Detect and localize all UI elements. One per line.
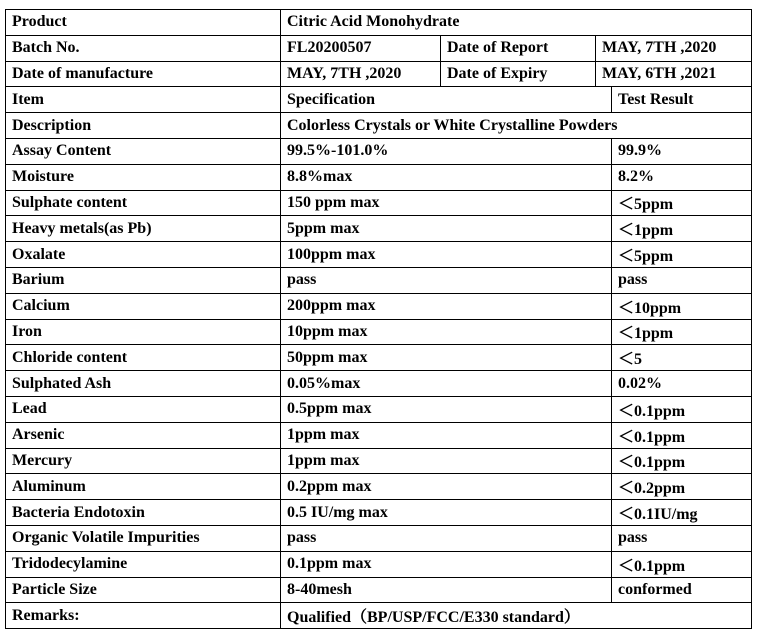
test-result: ＜10ppm xyxy=(612,294,752,320)
test-specification: 1ppm max xyxy=(281,423,612,449)
test-result: ＜5 xyxy=(612,345,752,371)
item-column-header: Item xyxy=(6,87,281,113)
test-result: ＜5ppm xyxy=(612,191,752,217)
test-item: Iron xyxy=(6,320,281,346)
test-specification: 10ppm max xyxy=(281,320,612,346)
test-item: Arsenic xyxy=(6,423,281,449)
table-row xyxy=(6,552,752,578)
test-item: Particle Size xyxy=(6,578,281,604)
test-result: ＜5ppm xyxy=(612,242,752,268)
table-row xyxy=(6,578,752,604)
test-result: ＜0.1ppm xyxy=(612,552,752,578)
test-specification: 8.8%max xyxy=(281,165,612,191)
test-result: ＜1ppm xyxy=(612,216,752,242)
table-row xyxy=(6,449,752,475)
column-header-row xyxy=(6,87,752,113)
remarks-row xyxy=(6,603,752,629)
test-item: Assay Content xyxy=(6,139,281,165)
test-specification: 5ppm max xyxy=(281,216,612,242)
test-result: ＜1ppm xyxy=(612,320,752,346)
test-result: ＜0.2ppm xyxy=(612,474,752,500)
table-row xyxy=(6,320,752,346)
batch-row xyxy=(6,36,752,62)
test-specification: 0.2ppm max xyxy=(281,474,612,500)
test-specification: 0.05%max xyxy=(281,371,612,397)
spec-column-header: Specification xyxy=(281,87,612,113)
batch-label: Batch No. xyxy=(6,36,281,62)
table-row xyxy=(6,165,752,191)
test-result: 99.9% xyxy=(612,139,752,165)
report-date-value: MAY, 7TH ,2020 xyxy=(596,36,752,62)
remarks-value: Qualified（BP/USP/FCC/E330 standard） xyxy=(281,603,752,629)
test-specification: pass xyxy=(281,526,612,552)
result-column-header: Test Result xyxy=(612,87,752,113)
table-row xyxy=(6,474,752,500)
expiry-label: Date of Expiry xyxy=(441,62,596,88)
remarks-label: Remarks: xyxy=(6,603,281,629)
test-item: Sulphated Ash xyxy=(6,371,281,397)
test-specification: 0.1ppm max xyxy=(281,552,612,578)
test-specification: 0.5 IU/mg max xyxy=(281,500,612,526)
test-specification: 99.5%-101.0% xyxy=(281,139,612,165)
product-value: Citric Acid Monohydrate xyxy=(281,10,752,36)
test-specification: 1ppm max xyxy=(281,449,612,475)
test-specification: 100ppm max xyxy=(281,242,612,268)
test-result: pass xyxy=(612,526,752,552)
batch-value: FL20200507 xyxy=(281,36,441,62)
test-item: Mercury xyxy=(6,449,281,475)
table-row xyxy=(6,216,752,242)
report-date-label: Date of Report xyxy=(441,36,596,62)
test-item: Lead xyxy=(6,397,281,423)
table-row xyxy=(6,294,752,320)
test-item: Chloride content xyxy=(6,345,281,371)
expiry-value: MAY, 6TH ,2021 xyxy=(596,62,752,88)
test-result: ＜0.1ppm xyxy=(612,423,752,449)
test-item: Heavy metals(as Pb) xyxy=(6,216,281,242)
test-result: 0.02% xyxy=(612,371,752,397)
test-result: 8.2% xyxy=(612,165,752,191)
test-item: Moisture xyxy=(6,165,281,191)
test-result: pass xyxy=(612,268,752,294)
table-row xyxy=(6,268,752,294)
table-row xyxy=(6,191,752,217)
test-item: Oxalate xyxy=(6,242,281,268)
table-row xyxy=(6,139,752,165)
table-row xyxy=(6,242,752,268)
test-specification: 150 ppm max xyxy=(281,191,612,217)
test-item: Aluminum xyxy=(6,474,281,500)
description-value: Colorless Crystals or White Crystalline Powders xyxy=(281,113,752,139)
description-row xyxy=(6,113,752,139)
table-row xyxy=(6,423,752,449)
test-item: Sulphate content xyxy=(6,191,281,217)
test-specification: 8-40mesh xyxy=(281,578,612,604)
manufacture-label: Date of manufacture xyxy=(6,62,281,88)
product-label: Product xyxy=(6,10,281,36)
table-row xyxy=(6,526,752,552)
test-item: Bacteria Endotoxin xyxy=(6,500,281,526)
table-row xyxy=(6,345,752,371)
test-item: Barium xyxy=(6,268,281,294)
description-label: Description xyxy=(6,113,281,139)
test-result: ＜0.1ppm xyxy=(612,449,752,475)
table-row xyxy=(6,371,752,397)
test-result: conformed xyxy=(612,578,752,604)
test-result: ＜0.1IU/mg xyxy=(612,500,752,526)
test-specification: 200ppm max xyxy=(281,294,612,320)
manufacture-value: MAY, 7TH ,2020 xyxy=(281,62,441,88)
test-specification: 50ppm max xyxy=(281,345,612,371)
certificate-of-analysis-table xyxy=(5,9,752,629)
test-item: Organic Volatile Impurities xyxy=(6,526,281,552)
test-item: Calcium xyxy=(6,294,281,320)
manufacture-row xyxy=(6,62,752,88)
test-item: Tridodecylamine xyxy=(6,552,281,578)
table-row xyxy=(6,500,752,526)
test-specification: 0.5ppm max xyxy=(281,397,612,423)
table-row xyxy=(6,397,752,423)
test-specification: pass xyxy=(281,268,612,294)
product-row xyxy=(6,10,752,36)
test-result: ＜0.1ppm xyxy=(612,397,752,423)
